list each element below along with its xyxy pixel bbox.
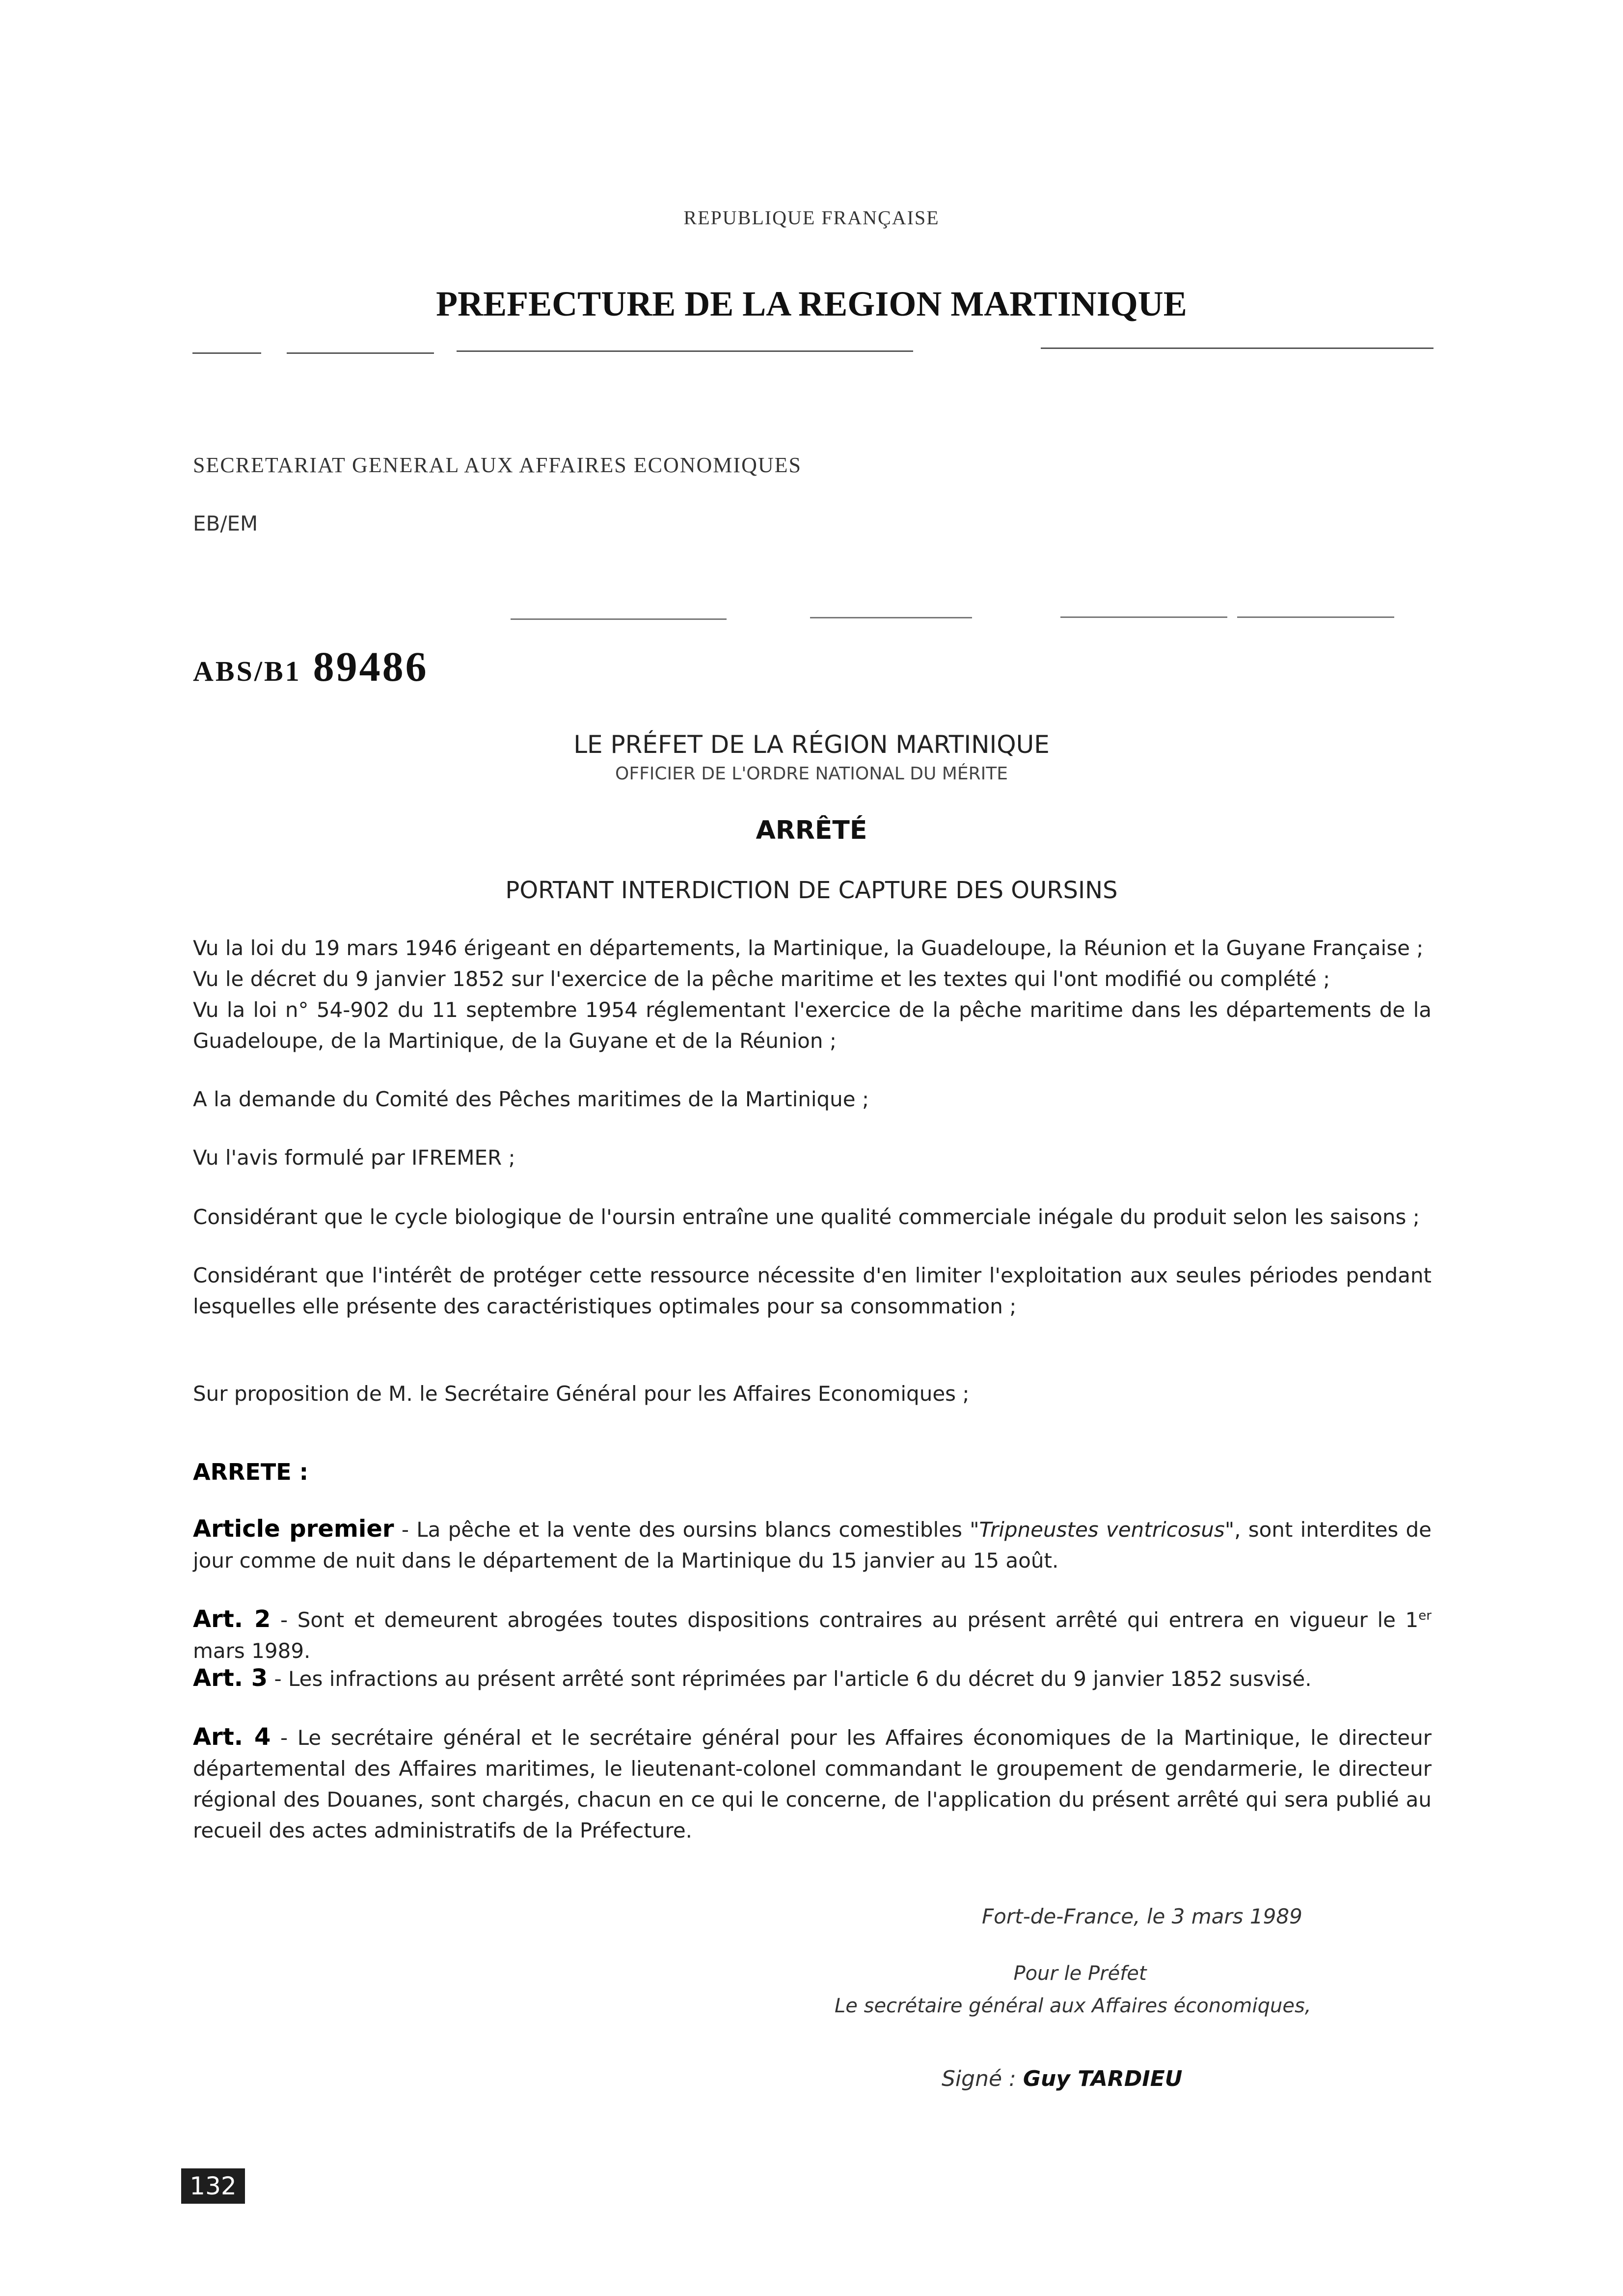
signatory-title: Le secrétaire général aux Affaires économiques, [835,1995,1311,2017]
document-code-prefix: ABS/B1 [193,655,301,687]
page-number-badge: 132 [181,2168,245,2204]
article-1-label: Article premier [193,1515,394,1543]
department-reference: EB/EM [193,511,258,535]
act-type-heading: ARRÊTÉ [756,816,867,845]
preamble-considerant-2: Considérant que l'intérêt de protéger cette ressource nécessite d'en limiter l'exploitation aux seules périodes pendant lesquelles elle présente des caractéristiques optimales pour sa consommation ; [193,1263,1432,1318]
article-3-text: - Les infractions au présent arrêté sont réprimées par l'article 6 du décret du 9 janvier 1852 susvisé. [268,1667,1312,1691]
article-4-label: Art. 4 [193,1723,271,1751]
article-2-label: Art. 2 [193,1605,271,1633]
for-prefect: Pour le Préfet [1013,1962,1147,1985]
article-2 [193,1604,1432,1666]
preamble-vu-block [193,933,1432,1056]
prefecture-heading: PREFECTURE DE LA REGION MARTINIQUE [436,284,1187,323]
article-1-text-after: ", sont interdites de jour comme de nuit dans le département de la Martinique du 15 janvier au 15 août. [193,1518,1432,1573]
authority-subtitle: OFFICIER DE L'ORDRE NATIONAL DU MÉRITE [615,764,1008,784]
decree-heading: ARRETE : [193,1459,309,1485]
authority-title: LE PRÉFET DE LA RÉGION MARTINIQUE [573,730,1050,759]
preamble-vu-law-1954: Vu la loi n° 54-902 du 11 septembre 1954 réglementant l'exercice de la pêche maritime dans les départements de la Guadeloupe, de la Martinique, de la Guyane et de la Réunion ; [193,998,1432,1053]
preamble-proposition: Sur proposition de M. le Secrétaire Général pour les Affaires Economiques ; [193,1382,970,1406]
preamble-considerant-1: Considérant que le cycle biologique de l'oursin entraîne une qualité commerciale inégale du produit selon les saisons ; [193,1205,1420,1229]
article-2-text-before: - Sont et demeurent abrogées toutes dispositions contraires au présent arrêté qui entrera en vigueur le 1 [270,1608,1419,1632]
place-date: Fort-de-France, le 3 mars 1989 [982,1904,1302,1928]
signature-line [942,2066,1183,2091]
signatory-name: Guy TARDIEU [1023,2066,1183,2091]
preamble-vu-law-1946: Vu la loi du 19 mars 1946 érigeant en départements, la Martinique, la Guadeloupe, la Réunion et la Guyane Française ; [193,936,1424,960]
article-1 [193,1514,1432,1576]
article-1-text-before: - La pêche et la vente des oursins blancs comestibles " [394,1518,979,1542]
article-3 [193,1663,1432,1694]
document-code-number: 89486 [313,643,429,690]
article-1-species: Tripneustes ventricosus [979,1518,1225,1542]
act-subject: PORTANT INTERDICTION DE CAPTURE DES OURSINS [505,877,1118,904]
article-3-label: Art. 3 [193,1664,268,1692]
article-4-text: - Le secrétaire général et le secrétaire général pour les Affaires économiques de la Martinique, le directeur départemental des Affaires maritimes, le lieutenant-colonel commandant le groupement de gendarmerie, le directeur régional des Douanes, sont chargés, chacun en ce qui le concerne, de l'application du présent arrêté qui sera publié au recueil des actes administratifs de la Préfecture. [193,1726,1432,1842]
article-4 [193,1722,1432,1846]
article-2-superscript: er [1418,1608,1432,1623]
preamble-vu-decree-1852: Vu le décret du 9 janvier 1852 sur l'exercice de la pêche maritime et les textes qui l'ont modifié ou complété ; [193,967,1330,991]
document-code [193,642,429,691]
department-name: SECRETARIAT GENERAL AUX AFFAIRES ECONOMIQUES [193,453,802,477]
signed-label: Signé : [942,2066,1023,2091]
article-2-text-after: mars 1989. [193,1639,311,1663]
preamble-avis: Vu l'avis formulé par IFREMER ; [193,1146,515,1170]
preamble-demande: A la demande du Comité des Pêches maritimes de la Martinique ; [193,1087,869,1111]
republic-heading: REPUBLIQUE FRANÇAISE [683,207,940,229]
